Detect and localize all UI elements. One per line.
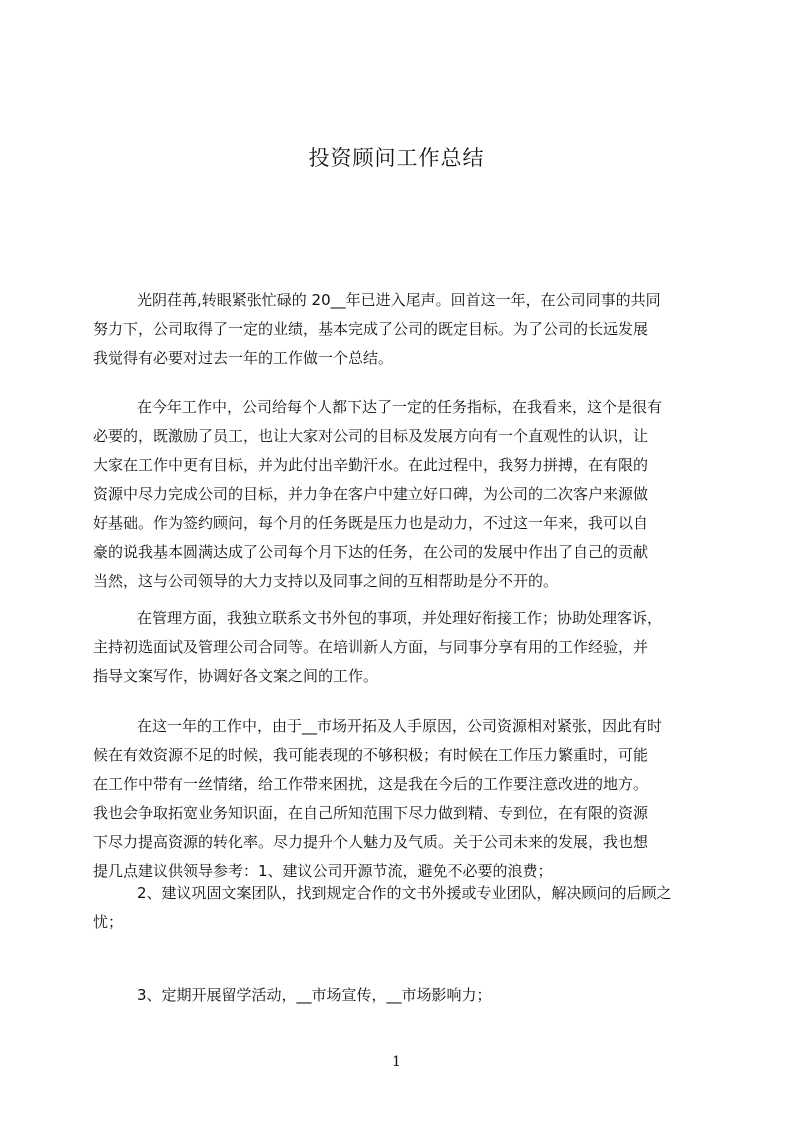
paragraph-3 bbox=[93, 604, 713, 691]
paragraph-line: 豪的说我基本圆满达成了公司每个月下达的任务，在公司的发展中作出了自己的贡献 bbox=[93, 543, 649, 561]
paragraph-line: 下尽力提高资源的转化率。尽力提升个人魅力及气质。关于公司未来的发展，我也想 bbox=[93, 833, 649, 851]
paragraph-line: 在管理方面，我独立联系文书外包的事项，并处理好衔接工作；协助处理客诉， bbox=[137, 609, 663, 627]
paragraph-line: 我也会争取拓宽业务知识面，在自己所知范围下尽力做到精、专到位，在有限的资源 bbox=[93, 804, 649, 822]
paragraph-1 bbox=[93, 286, 713, 373]
paragraph-line: 在工作中带有一丝情绪，给工作带来困扰，这是我在今后的工作要注意改进的地方。 bbox=[93, 775, 649, 793]
paragraph-line: 3、定期开展留学活动，__市场宣传，__市场影响力； bbox=[137, 986, 492, 1004]
paragraph-line: 在今年工作中，公司给每个人都下达了一定的任务指标，在我看来，这个是很有 bbox=[137, 398, 663, 416]
paragraph-4 bbox=[93, 712, 713, 886]
paragraph-line: 资源中尽力完成公司的目标，并力争在客户中建立好口碑，为公司的二次客户来源做 bbox=[93, 485, 649, 503]
paragraph-5 bbox=[93, 879, 713, 937]
page-number: 1 bbox=[392, 1054, 401, 1070]
paragraph-line: 提几点建议供领导参考：1、建议公司开源节流，避免不必要的浪费； bbox=[93, 862, 553, 880]
paragraph-line: 候在有效资源不足的时候，我可能表现的不够积极；有时候在工作压力繁重时，可能 bbox=[93, 746, 649, 764]
paragraph-2 bbox=[93, 393, 713, 596]
paragraph-line: 主持初选面试及管理公司合同等。在培训新人方面，与同事分享有用的工作经验，并 bbox=[93, 638, 649, 656]
document-title: 投资顾问工作总结 bbox=[308, 146, 485, 170]
paragraph-line: 2、建议巩固文案团队，找到规定合作的文书外援或专业团队，解决顾问的后顾之 bbox=[137, 884, 672, 902]
paragraph-line: 当然，这与公司领导的大力支持以及同事之间的互相帮助是分不开的。 bbox=[93, 572, 559, 590]
paragraph-line: 好基础。作为签约顾问，每个月的任务既是压力也是动力，不过这一年来，我可以自 bbox=[93, 514, 649, 532]
paragraph-line: 必要的，既激励了员工，也让大家对公司的目标及发展方向有一个直观性的认识，让 bbox=[93, 427, 649, 445]
paragraph-line: 在这一年的工作中，由于__市场开拓及人手原因，公司资源相对紧张，因此有时 bbox=[137, 717, 663, 735]
paragraph-line: 我觉得有必要对过去一年的工作做一个总结。 bbox=[93, 349, 394, 367]
paragraph-line: 指导文案写作，协调好各文案之间的工作。 bbox=[93, 667, 379, 685]
paragraph-line: 大家在工作中更有目标，并为此付出辛勤汗水。在此过程中，我努力拼搏，在有限的 bbox=[93, 456, 649, 474]
paragraph-line: 努力下，公司取得了一定的业绩，基本完成了公司的既定目标。为了公司的长远发展 bbox=[93, 320, 649, 338]
paragraph-line: 光阴荏苒,转眼紧张忙碌的 20__年已进入尾声。回首这一年，在公司同事的共同 bbox=[137, 291, 661, 309]
paragraph-line: 忧； bbox=[93, 913, 124, 931]
paragraph-6 bbox=[93, 981, 713, 1010]
